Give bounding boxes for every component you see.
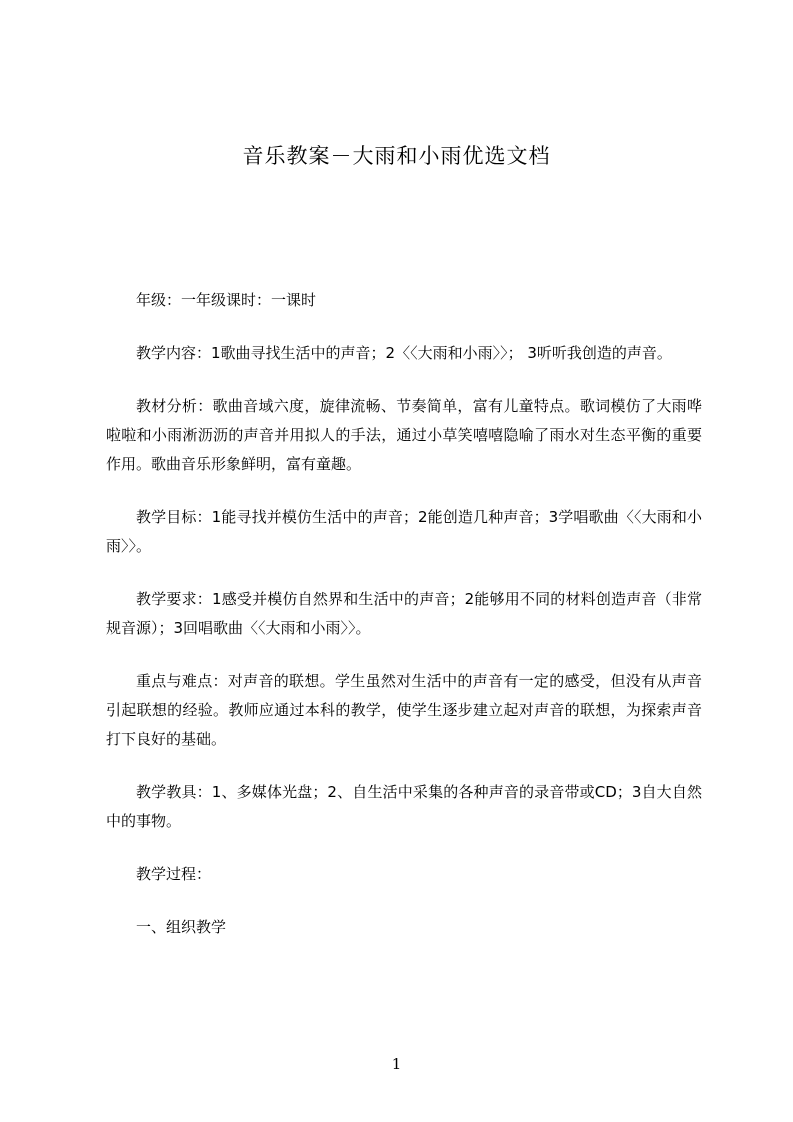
paragraph-material-analysis: 教材分析：歌曲音域六度，旋律流畅、节奏简单，富有儿童特点。歌词模仿了大雨哗啦啦和小雨淅沥沥的声音并用拟人的手法，通过小草笑嘻嘻隐喻了雨水对生态平衡的重要作用。歌曲音乐形象鲜明，富有童趣。: [106, 397, 702, 473]
paragraph-grade: 年级：一年级课时：一课时: [136, 291, 317, 309]
paragraph-teaching-process: 教学过程：: [136, 865, 212, 883]
paragraph-teaching-goals: 教学目标：1能寻找并模仿生活中的声音；2能创造几种声音；3学唱歌曲〈〈大雨和小雨〉〉。: [106, 508, 702, 555]
paragraph-key-points: 重点与难点：对声音的联想。学生虽然对生活中的声音有一定的感受，但没有从声音引起联想的经验。教师应通过本科的教学，使学生逐步建立起对声音的联想，为探索声音打下良好的基础。: [106, 672, 702, 748]
paragraph-teaching-requirements: 教学要求：1感受并模仿自然界和生活中的声音；2能够用不同的材料创造声音（非常规音源）；3回唱歌曲〈〈大雨和小雨〉〉。: [106, 590, 702, 637]
document-body: [106, 286, 702, 966]
paragraph-organize-teaching: 一、组织教学: [136, 918, 227, 936]
paragraph-teaching-aids: 教学教具：1、多媒体光盘；2、自生活中采集的各种声音的录音带或CD；3自大自然中的事物。: [106, 783, 702, 830]
page-number: 1: [391, 1055, 402, 1073]
document-title: 音乐教案－大雨和小雨优选文档: [242, 144, 551, 168]
paragraph-teaching-content: 教学内容：1歌曲寻找生活中的声音；2〈〈大雨和小雨〉〉； 3听听我创造的声音。: [136, 344, 672, 362]
